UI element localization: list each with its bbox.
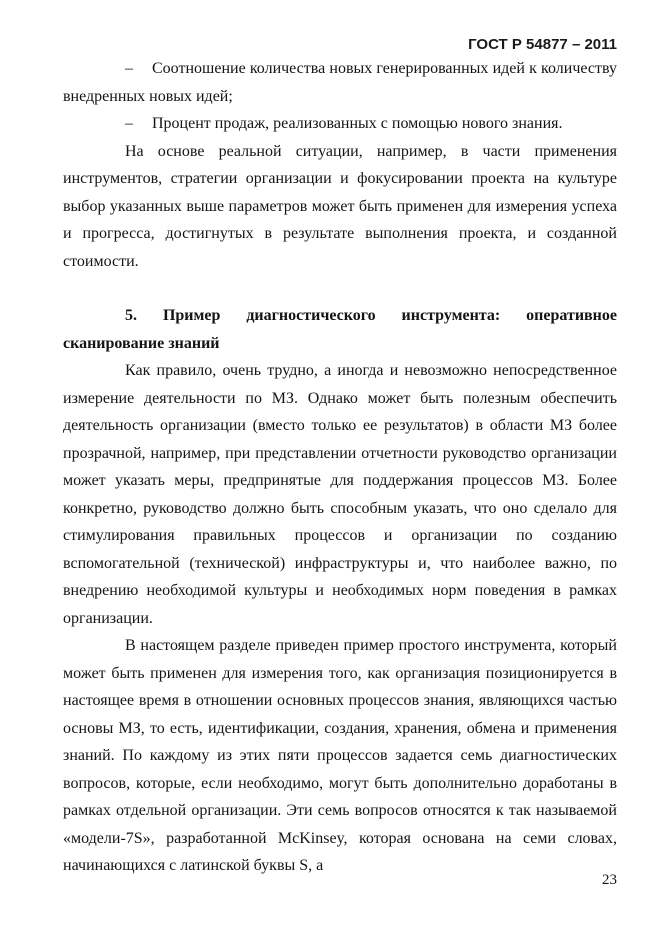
list-item bbox=[63, 55, 617, 110]
list-item-dash: – bbox=[125, 60, 133, 77]
paragraph: В настоящем разделе приведен пример простого инструмента, который может быть применен для измерения того, как организация позиционируется в настоящее время в отношении основных процессов знания, являющихся частью основы МЗ, то есть, идентификации, создания, хранения, обмена и применения знаний. По каждому из этих пяти процессов задается семь диагностических вопросов, которые, если необходимо, могут быть дополнительно доработаны в рамках отдельной организации. Эти семь вопросов относятся к так называемой «модели-7S», разработанной McKinsey, которая основана на семи словах, начинающихся с латинской буквы S, а bbox=[63, 637, 617, 874]
document-body bbox=[63, 55, 617, 880]
list-item bbox=[63, 110, 617, 138]
list-item-text: Процент продаж, реализованных с помощью нового знания. bbox=[152, 115, 563, 132]
section-heading-line1: 5. Пример диагностического инструмента: оперативное bbox=[125, 307, 617, 324]
section-heading-line2: сканирование знаний bbox=[63, 334, 220, 352]
document-code-header: ГОСТ Р 54877 – 2011 bbox=[468, 36, 617, 53]
paragraph: Как правило, очень трудно, а иногда и невозможно непосредственное измерение деятельности по МЗ. Однако может быть полезным обеспечить деятельность организации (вместо только ее результатов) в области МЗ более прозрачной, например, при представлении отчетности руководство организации может указать меры, предпринятые для поддержания процессов МЗ. Более конкретно, руководство должно быть способным указать, что оно сделало для стимулирования правильных процессов и организации по созданию вспомогательной (технической) инфраструктуры и, что наиболее важно, по внедрению необходимой культуры и необходимых норм поведения в рамках организации. bbox=[63, 362, 617, 627]
paragraph: На основе реальной ситуации, например, в части применения инструментов, стратегии организации и фокусировании проекта на культуре выбор указанных выше параметров может быть применен для измерения успеха и прогресса, достигнутых в результате выполнения проекта, и созданной стоимости. bbox=[63, 142, 617, 270]
list-item-text: Соотношение количества новых генерированных идей к количеству внедренных новых идей; bbox=[63, 60, 617, 105]
page-number: 23 bbox=[602, 872, 617, 888]
list-item-dash: – bbox=[125, 115, 133, 132]
